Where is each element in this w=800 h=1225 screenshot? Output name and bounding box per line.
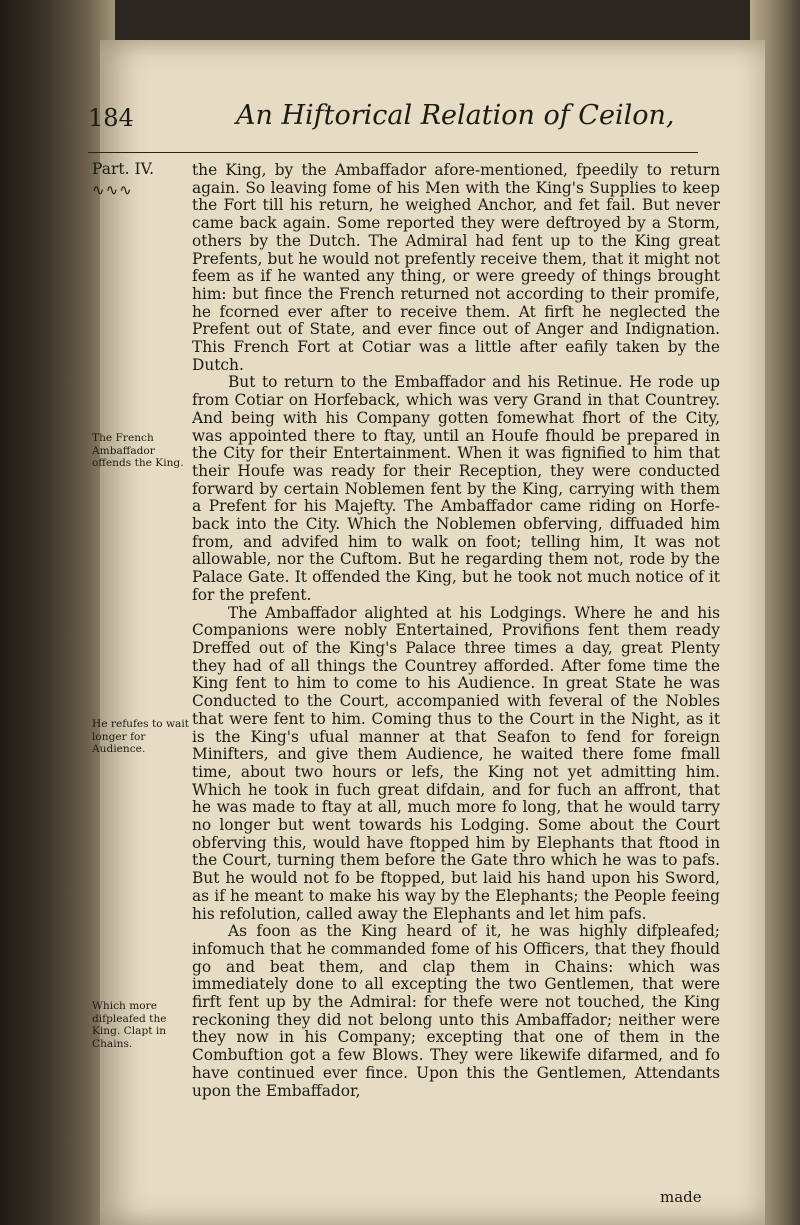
margin-note: The French Ambaffador offends the King. <box>92 432 184 470</box>
page-number: 184 <box>88 104 134 132</box>
margin-note: Which more difpleafed the King. Clapt in Chains. <box>92 1000 167 1050</box>
paragraph: The Ambaffador alighted at his Lodgings. Where he and his Companions were nobly Entertained, Provifions fent them ready Dreffed out of the King's Palace three times a day, great Plenty they had of all things the Countrey afforded. After fome time the King fent to him to come to his Audience. In great State he was Conducted to the Court, accompanied with feveral of the Nobles that were fent to him. Coming thus to the Court in the Night, as it is the King's ufual manner at that Seafon to fend for foreign Minifters, and give them Audience, he waited there fome fmall time, about two hours or lefs, the King not yet admitting him. Which he took in fuch great difdain, and for fuch an affront, that he was made to ftay at all, much more fo long, that he would tarry no longer but went towards his Lodging. Some about the Court obferving this, would have ftopped him by Elephants that ftood in the Court, turning them before the Gate thro which he was to pafs. But he would not fo be ftopped, but laid his hand upon his Sword, as if he meant to make his way by the Elephants; the People feeing his refolution, called away the Elephants and let him pafs. <box>192 603 720 923</box>
running-title: An Hiftorical Relation of Ceilon, <box>236 100 675 131</box>
paragraph: As foon as the King heard of it, he was highly difpleafed; infomuch that he commanded fome of his Officers, that they fhould go and beat them, and clap them in Chains: which was immediately done to all excepting the two Gentlemen, that were firft fent up by the Admiral: for thefe were not touched, the King reckoning they did not belong unto this Ambaffador; neither were they now in his Company; excepting that one of them in the Combuftion got a few Blows. They were likewife difarmed, and fo have continued ever fince. Upon this the Gentlemen, Attendants upon the Embaffador, <box>192 922 720 1100</box>
page-header <box>88 100 698 140</box>
paragraph: the King, by the Ambaffador afore-mentioned, fpeedily to return again. So leaving fome of his Men with the King's Supplies to keep the Fort till his return, he weighed Anchor, and fet fail. But never came back again. Some reported they were deftroyed by a Storm, others by the Dutch. The Admiral had fent up to the King great Prefents, but he would not prefently receive them, that it might not feem as if he wanted any thing, or were greedy of things brought him: but fince the French returned not according to their promife, he fcorned ever after to receive them. At firft he neglected the Prefent out of State, and ever fince out of Anger and Indignation. This French Fort at Cotiar was a little after eafily taken by the Dutch. <box>192 161 720 374</box>
part-ornament: ∿∿∿ <box>92 181 133 199</box>
catchword: made <box>660 1188 702 1206</box>
paragraph: But to return to the Embaffador and his Retinue. He rode up from Cotiar on Horfeback, which was very Grand in that Countrey. And being with his Company gotten fomewhat fhort of the City, was appointed there to ftay, until an Houfe fhould be prepared in the City for their Entertainment. When it was fignified to him that their Houfe was ready for their Reception, they were conducted forward by certain Noblemen fent by the King, carrying with them a Prefent for his Majefty. The Ambaffador came riding on Horfe-back into the City. Which the Noblemen obferving, diffuaded him from, and advifed him to walk on foot; telling him, It was not allowable, nor the Cuftom. But he regarding them not, rode by the Palace Gate. It offended the King, but he took not much notice of it for the prefent. <box>192 373 720 604</box>
body-text <box>192 162 720 1100</box>
part-label: Part. IV. <box>92 160 154 178</box>
header-rule <box>88 152 698 153</box>
margin-note: He refufes to wait longer for Audience. <box>92 718 189 756</box>
